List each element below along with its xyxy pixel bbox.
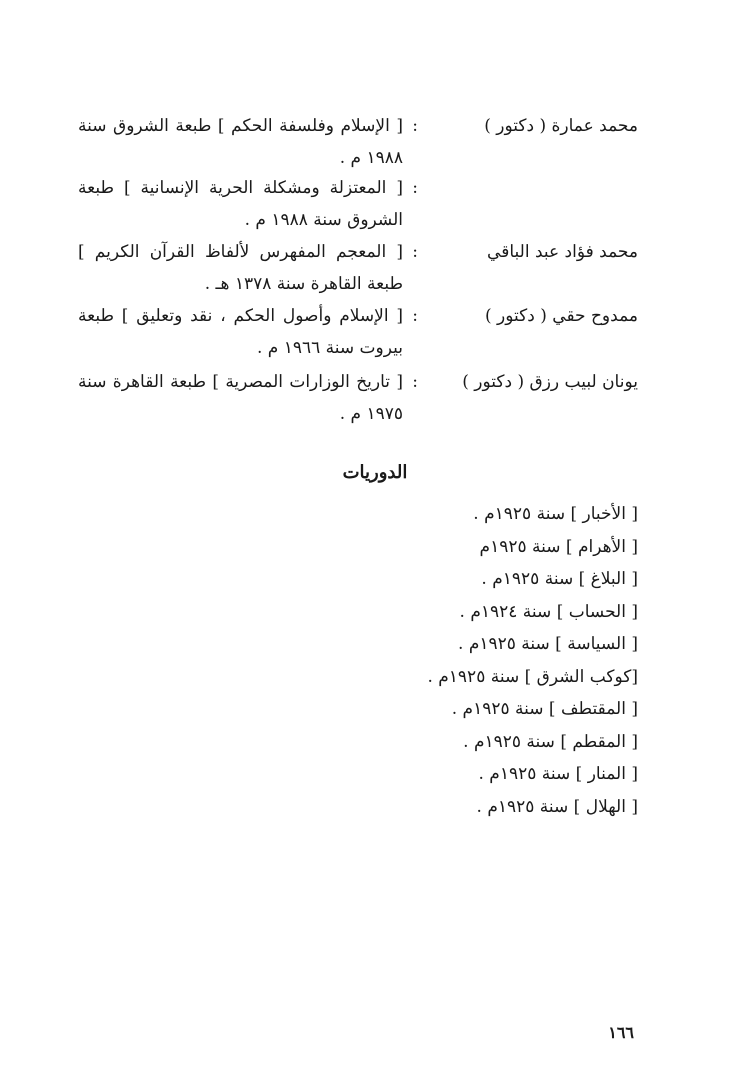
periodical-item: [ السياسة ] سنة ١٩٢٥م . (458, 634, 638, 654)
reference-work: [ الإسلام وأصول الحكم ، نقد وتعليق ] طبعة بيروت سنة ١٩٦٦ م . (78, 306, 403, 358)
reference-work: [ المعجم المفهرس لألفاظ القرآن الكريم ] طبعة القاهرة سنة ١٣٧٨ هـ . (78, 242, 403, 294)
reference-work: [ المعتزلة ومشكلة الحرية الإنسانية ] طبعة الشروق سنة ١٩٨٨ م . (78, 178, 403, 230)
periodical-item: [ الأخبار ] سنة ١٩٢٥م . (473, 504, 638, 524)
periodical-item: [ المقتطف ] سنة ١٩٢٥م . (451, 699, 638, 719)
reference-work: [ الإسلام وفلسفة الحكم ] طبعة الشروق سنة ١٩٨٨ م . (78, 116, 403, 168)
periodical-item: [ البلاغ ] سنة ١٩٢٥م . (481, 569, 638, 589)
reference-separator: : (412, 242, 418, 262)
periodical-item: [ الأهرام ] سنة ١٩٢٥م (479, 536, 638, 557)
periodicals-list (278, 498, 638, 823)
periodical-item: [ المنار ] سنة ١٩٢٥م . (478, 764, 638, 784)
page-number: ١٦٦ (608, 1023, 634, 1042)
reference-author: ممدوح حقي ( دكتور ) (485, 306, 638, 326)
periodical-item: [ الهلال ] سنة ١٩٢٥م . (476, 796, 638, 817)
periodicals-heading: الدوريات (342, 462, 408, 483)
periodical-item: [ الحساب ] سنة ١٩٢٤م . (459, 601, 638, 622)
reference-work: [ تاريخ الوزارات المصرية ] طبعة القاهرة سنة ١٩٧٥ م . (78, 372, 403, 424)
reference-separator: : (412, 116, 418, 136)
periodical-item: [ المقطم ] سنة ١٩٢٥م . (463, 731, 638, 752)
periodical-item: [كوكب الشرق ] سنة ١٩٢٥م . (427, 666, 638, 687)
reference-author: يونان لبيب رزق ( دكتور ) (462, 372, 638, 392)
reference-author: محمد فؤاد عبد الباقي (487, 242, 638, 262)
reference-separator: : (412, 306, 418, 326)
reference-separator: : (412, 178, 418, 198)
reference-author: محمد عمارة ( دكتور ) (484, 116, 638, 136)
reference-separator: : (412, 372, 418, 392)
